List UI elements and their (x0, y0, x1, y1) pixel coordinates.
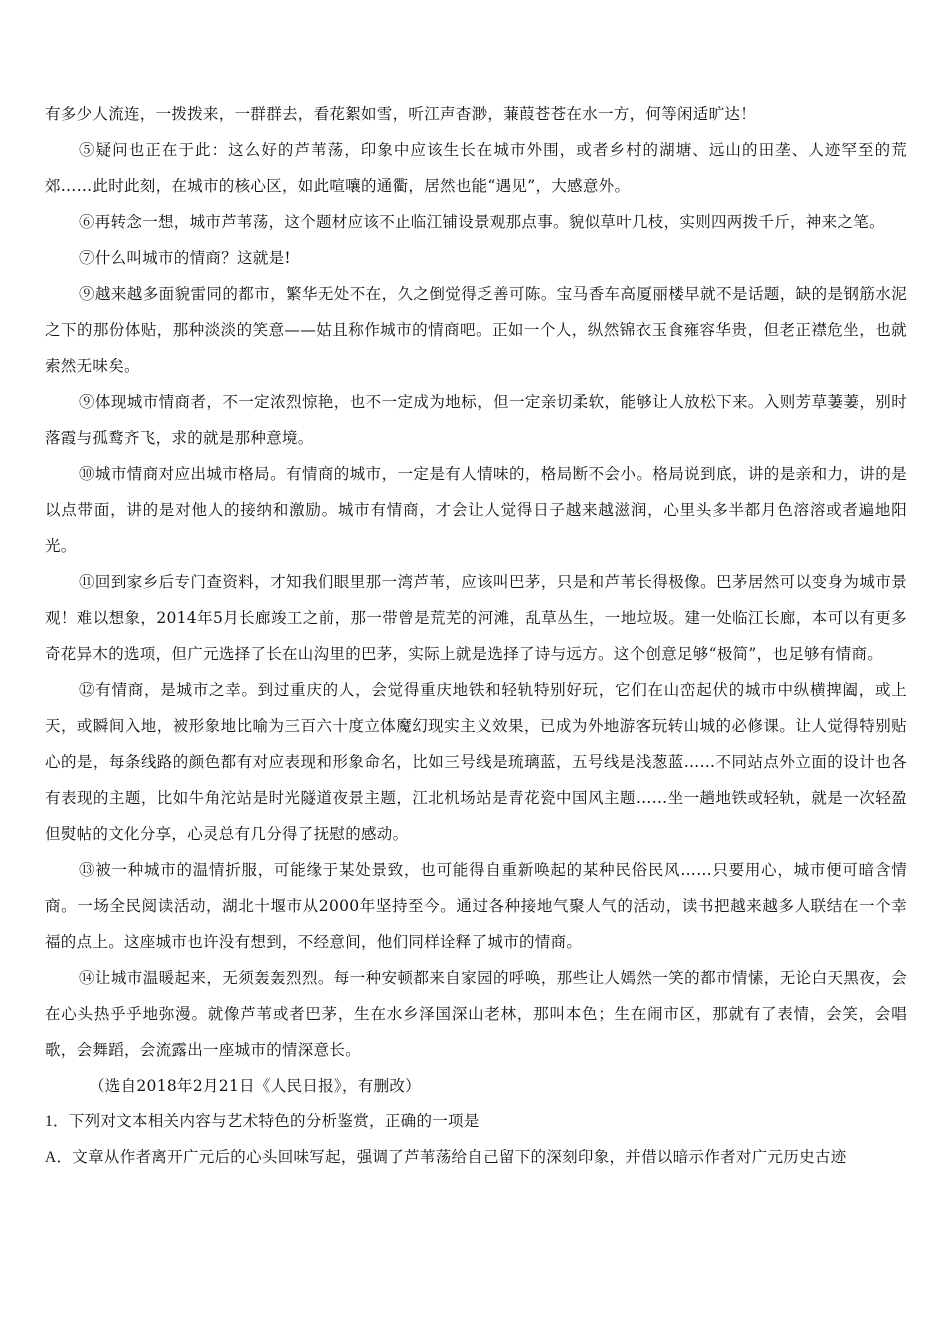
question-1: 1．下列对文本相关内容与艺术特色的分析鉴赏，正确的一项是 (45, 1113, 480, 1130)
paragraph-10: ⑩城市情商对应出城市格局。有情商的城市，一定是有人情味的，格局断不会小。格局说到底，讲的是亲和力，讲的是以点带面，讲的是对他人的接纳和激励。城市有情商，才会让人觉得日子越来越滋润，心里头多半都月色溶溶或者遍地阳光。 (45, 465, 907, 555)
option-a: A．文章从作者离开广元后的心头回味写起，强调了芦苇荡给自己留下的深刻印象，并借以暗示作者对广元历史古迹 (45, 1149, 847, 1166)
paragraph-12: ⑫有情商，是城市之幸。到过重庆的人，会觉得重庆地铁和轻轨特别好玩，它们在山峦起伏的城市中纵横捭阖，或上天，或瞬间入地，被形象地比喻为三百六十度立体魔幻现实主义效果，已成为外地游客玩转山城的必修课。让人觉得特别贴心的是，每条线路的颜色都有对应表现和形象命名，比如三号线是琉璃蓝，五号线是浅葱蓝……不同站点外立面的设计也各有表现的主题，比如牛角沱站是时光隧道夜景主题，江北机场站是青花瓷中国风主题……坐一趟地铁或轻轨，就是一次轻盈但熨帖的文化分享，心灵总有几分得了抚慰的感动。 (45, 681, 907, 843)
document-page (45, 96, 907, 1176)
paragraph-9: ⑨体现城市情商者，不一定浓烈惊艳，也不一定成为地标，但一定亲切柔软，能够让人放松下来。入则芳草萋萋，别时落霞与孤鹜齐飞，求的就是那种意境。 (45, 393, 907, 447)
paragraph-5: ⑤疑问也正在于此：这么好的芦苇荡，印象中应该生长在城市外围，或者乡村的湖塘、远山的田垄、人迹罕至的荒郊……此时此刻，在城市的核心区，如此喧嚷的通衢，居然也能“遇见”，大感意外。 (45, 141, 907, 195)
paragraph-7: ⑦什么叫城市的情商？这就是! (79, 249, 291, 267)
paragraph-11: ⑪回到家乡后专门查资料，才知我们眼里那一湾芦苇，应该叫巴茅，只是和芦苇长得极像。巴茅居然可以变身为城市景观！难以想象，2014年5月长廊竣工之前，那一带曾是荒芜的河滩，乱草丛生，一地垃圾。建一处临江长廊，本可以有更多奇花异木的选项，但广元选择了长在山沟里的巴茅，实际上就是选择了诗与远方。这个创意足够“极简”，也足够有情商。 (45, 573, 907, 663)
paragraph-0: 有多少人流连，一拨拨来，一群群去，看花絮如雪，听江声杳渺，蒹葭苍苍在水一方，何等闲适旷达！ (45, 105, 757, 123)
paragraph-8: ⑨越来越多面貌雷同的都市，繁华无处不在，久之倒觉得乏善可陈。宝马香车高厦丽楼早就不是话题，缺的是钢筋水泥之下的那份体贴，那种淡淡的笑意——姑且称作城市的情商吧。正如一个人，纵然锦衣玉食雍容华贵，但老正襟危坐，也就索然无味矣。 (45, 285, 907, 375)
source-citation: （选自2018年2月21日《人民日报》，有删改） (89, 1077, 421, 1095)
paragraph-6: ⑥再转念一想，城市芦苇荡，这个题材应该不止临江铺设景观那点事。貌似草叶几枝，实则四两拨千斤，神来之笔。 (79, 213, 885, 231)
paragraph-13: ⑬被一种城市的温情折服，可能缘于某处景致，也可能得自重新唤起的某种民俗民风……只要用心，城市便可暗含情商。一场全民阅读活动，湖北十堰市从2000年坚持至今。通过各种接地气聚人气的活动，读书把越来越多人联结在一个幸福的点上。这座城市也许没有想到，不经意间，他们同样诠释了城市的情商。 (45, 861, 907, 951)
paragraph-14: ⑭让城市温暖起来，无须轰轰烈烈。每一种安顿都来自家园的呼唤，那些让人嫣然一笑的都市情愫，无论白天黑夜，会在心头热乎乎地弥漫。就像芦苇或者巴茅，生在水乡泽国深山老林，那叫本色；生在闹市区，那就有了表情，会笑，会唱歌，会舞蹈，会流露出一座城市的情深意长。 (45, 969, 907, 1059)
